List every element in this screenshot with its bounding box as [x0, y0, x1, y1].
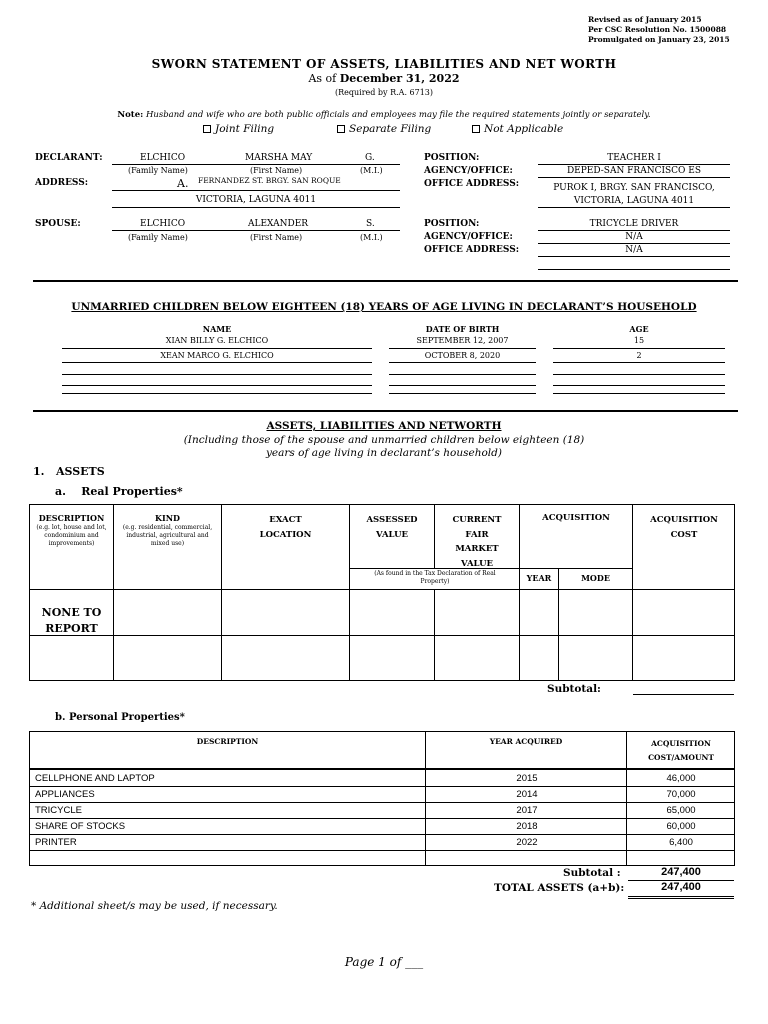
alnw-sub-2: years of age living in declarant’s household) [266, 447, 502, 459]
personal-row-description: TRICYCLE [35, 805, 82, 816]
child-line [553, 362, 725, 363]
personal-row-amount: 60,000 [666, 821, 696, 832]
real-col-location [222, 513, 349, 543]
spouse-position-label: POSITION: [424, 219, 480, 229]
alnw-heading: ASSETS, LIABILITIES AND NETWORTH [266, 420, 502, 432]
real-col-fmv-3: MARKET [455, 544, 499, 554]
spouse-office-address: N/A [625, 245, 643, 255]
real-properties-heading: a. Real Properties* [55, 485, 183, 498]
table-row [30, 803, 734, 819]
real-col-cost-2: COST [670, 530, 698, 540]
children-col-name: NAME [202, 324, 232, 334]
table-row [30, 787, 734, 803]
spouse-first-name: ALEXANDER [248, 219, 309, 229]
personal-col-year: YEAR ACQUIRED [489, 737, 563, 746]
spouse-family-caption: (Family Name) [128, 233, 188, 242]
real-col-fmv-4: VALUE [461, 558, 493, 569]
option-separate-label: Separate Filing [349, 123, 432, 135]
spouse-first-caption: (First Name) [250, 233, 303, 242]
real-col-kind-note: (e.g. residential, commercial, industrial, agricultural and mixed use) [122, 524, 213, 547]
real-col-fmv [435, 513, 519, 571]
child-line [389, 385, 536, 386]
child-line [62, 348, 372, 349]
personal-subtotal-value: 247,400 [661, 866, 701, 878]
real-col-mode: MODE [581, 573, 610, 583]
declarant-first-name: MARSHA MAY [245, 153, 313, 163]
real-col-location-1: EXACT [269, 515, 302, 525]
real-table-row-divider [29, 635, 735, 636]
option-joint[interactable] [203, 123, 274, 135]
real-col-fmv-1: CURRENT [452, 515, 502, 525]
personal-row-description: PRINTER [35, 837, 77, 848]
real-col-cost [633, 513, 735, 543]
office-address-line-1: PUROK I, BRGY. SAN FRANCISCO, [553, 183, 715, 193]
personal-row-year: 2018 [516, 821, 538, 832]
position-label: POSITION: [424, 153, 480, 163]
personal-col-cost [627, 737, 735, 765]
personal-row-amount: 46,000 [666, 773, 696, 784]
spouse-family-name: ELCHICO [140, 219, 186, 229]
personal-row-description: SHARE OF STOCKS [35, 821, 126, 832]
declarant-family-caption: (Family Name) [128, 166, 188, 175]
real-col-assessed-1: ASSESSED [366, 515, 418, 525]
declarant-agency: DEPED-SAN FRANCISCO ES [566, 166, 702, 176]
personal-row-year: 2017 [516, 805, 538, 816]
child-line [389, 374, 536, 375]
child-1-name: XIAN BILLY G. ELCHICO [165, 336, 269, 345]
declarant-name-underline [112, 164, 400, 165]
child-line [389, 348, 536, 349]
real-col-acquisition: ACQUISITION [542, 513, 610, 523]
address-line-2: VICTORIA, LAGUNA 4011 [195, 195, 317, 205]
personal-row-year: 2015 [516, 773, 538, 784]
spouse-agency: N/A [625, 232, 643, 242]
child-line [389, 362, 536, 363]
alnw-sub-1: (Including those of the spouse and unmarried children below eighteen (18) [183, 434, 585, 446]
note-line [0, 110, 768, 120]
page-number: Page 1 of ___ [344, 955, 424, 969]
children-col-dob: DATE OF BIRTH [425, 324, 500, 334]
child-line [553, 348, 725, 349]
real-none-1: NONE TO [41, 606, 102, 619]
personal-row-amount: 6,400 [669, 837, 693, 848]
footnote: * Additional sheet/s may be used, if necessary. [31, 900, 278, 912]
child-line [389, 393, 536, 394]
checkbox-separate[interactable] [337, 125, 345, 133]
child-line [62, 385, 372, 386]
real-col-divider [113, 504, 114, 681]
address-underline-1 [112, 190, 400, 191]
personal-row-year: 2022 [516, 837, 538, 848]
children-heading: UNMARRIED CHILDREN BELOW EIGHTEEN (18) YEARS OF AGE LIVING IN DECLARANT’S HOUSEHOLD [71, 301, 697, 313]
real-subtotal-line [633, 694, 734, 695]
spouse-mi-caption: (M.I.) [360, 233, 383, 242]
as-of-date: December 31, 2022 [339, 72, 460, 85]
table-row [30, 771, 734, 787]
child-1-dob: SEPTEMBER 12, 2007 [416, 336, 509, 345]
declarant-mi-caption: (M.I.) [360, 166, 383, 175]
declarant-family-name: ELCHICO [140, 153, 186, 163]
personal-header-bottom [29, 768, 735, 770]
real-col-location-2: LOCATION [259, 530, 312, 540]
child-line [553, 374, 725, 375]
personal-col-description: DESCRIPTION [196, 737, 259, 746]
office-address-underline [538, 207, 730, 208]
child-2-dob: OCTOBER 8, 2020 [424, 351, 501, 360]
real-col-description: DESCRIPTION [38, 513, 105, 523]
section-divider-2 [33, 410, 738, 412]
required-by: (Required by R.A. 6713) [334, 88, 434, 97]
personal-row-year: 2014 [516, 789, 538, 800]
position-underline [538, 164, 730, 165]
spouse-office-underline-1 [538, 256, 730, 257]
real-none-to-report [30, 605, 113, 637]
child-line [553, 385, 725, 386]
personal-col-cost-1: ACQUISITION [651, 739, 711, 748]
declarant-mi: G. [365, 153, 375, 163]
real-col-fmv-2: FAIR [465, 529, 489, 540]
spouse-position-underline [538, 230, 730, 231]
assets-heading: 1. ASSETS [33, 465, 105, 478]
revised-text: Revised as of January 2015 [588, 15, 702, 24]
real-col-assessed-2: VALUE [376, 530, 408, 540]
total-assets-label: TOTAL ASSETS (a+b): [494, 882, 625, 894]
as-of-label: As of [308, 72, 337, 85]
spouse-office-underline-2 [538, 269, 730, 270]
real-none-2: REPORT [45, 622, 98, 635]
address-line-1: FERNANDEZ ST. BRGY. SAN ROQUE [198, 176, 341, 185]
personal-row-description: CELLPHONE AND LAPTOP [35, 773, 155, 784]
table-row [30, 819, 734, 835]
real-subtotal-label: Subtotal: [547, 683, 601, 695]
option-not-applicable[interactable] [472, 123, 563, 135]
address-underline-2 [112, 207, 400, 208]
declarant-first-caption: (First Name) [250, 166, 303, 175]
real-col-cost-1: ACQUISITION [650, 515, 718, 525]
address-prefix: A. [177, 177, 189, 190]
total-underline-2 [628, 898, 734, 899]
child-line [62, 374, 372, 375]
children-col-age: AGE [629, 324, 649, 334]
as-of-line [0, 72, 768, 85]
spouse-position: TRICYCLE DRIVER [589, 219, 679, 229]
spouse-label: SPOUSE: [35, 219, 81, 229]
spouse-agency-underline [538, 243, 730, 244]
personal-row-amount: 70,000 [666, 789, 696, 800]
spouse-office-address-label: OFFICE ADDRESS: [424, 245, 520, 255]
agency-label: AGENCY/OFFICE: [424, 166, 513, 176]
option-not-applicable-label: Not Applicable [484, 123, 564, 135]
checkbox-joint[interactable] [203, 125, 211, 133]
spouse-name-underline [112, 230, 400, 231]
real-col-description-note: (e.g. lot, house and lot, condominium and improvements) [36, 524, 107, 547]
total-assets-value: 247,400 [661, 881, 701, 893]
page-title: SWORN STATEMENT OF ASSETS, LIABILITIES AND NET WORTH [151, 57, 617, 71]
spouse-agency-label: AGENCY/OFFICE: [424, 232, 513, 242]
personal-subtotal-label: Subtotal : [563, 867, 621, 879]
resolution-text: Per CSC Resolution No. 1500088 [588, 25, 727, 34]
child-line [553, 393, 725, 394]
revision-info [588, 15, 730, 45]
table-row [30, 835, 734, 851]
child-line [62, 393, 372, 394]
real-col-value-note: (As found in the Tax Declaration of Real Property) [374, 570, 496, 585]
real-col-kind: KIND [155, 513, 180, 523]
child-1-age: 15 [633, 336, 645, 345]
real-col-divider [519, 504, 520, 681]
section-divider-1 [33, 280, 738, 282]
promulgated-text: Promulgated on January 23, 2015 [588, 35, 730, 44]
real-col-divider [434, 589, 435, 681]
real-col-year: YEAR [526, 573, 552, 583]
real-table-header-bottom [29, 589, 735, 590]
child-line [62, 362, 372, 363]
personal-row-description: APPLIANCES [35, 789, 95, 800]
note-text: Husband and wife who are both public officials and employees may file the required statements jointly or separately. [145, 110, 651, 120]
personal-properties-heading: b. Personal Properties* [55, 712, 185, 723]
declarant-position: TEACHER I [607, 153, 661, 163]
note-label: Note: [117, 110, 144, 120]
child-2-name: XEAN MARCO G. ELCHICO [160, 351, 274, 360]
real-col-assessed [350, 513, 434, 543]
personal-col-cost-2: COST/AMOUNT [648, 753, 714, 762]
personal-row-amount: 65,000 [666, 805, 696, 816]
option-separate[interactable] [337, 123, 431, 135]
office-address-label: OFFICE ADDRESS: [424, 179, 520, 189]
total-underline-1 [628, 896, 734, 897]
option-joint-label: Joint Filing [215, 123, 275, 135]
checkbox-not-applicable[interactable] [472, 125, 480, 133]
spouse-mi: S. [366, 219, 375, 229]
child-2-age: 2 [636, 351, 642, 360]
agency-underline [538, 177, 730, 178]
address-label: ADDRESS: [35, 178, 89, 188]
declarant-label: DECLARANT: [35, 153, 103, 163]
real-col-divider [558, 568, 559, 681]
office-address-line-2: VICTORIA, LAGUNA 4011 [573, 196, 695, 206]
